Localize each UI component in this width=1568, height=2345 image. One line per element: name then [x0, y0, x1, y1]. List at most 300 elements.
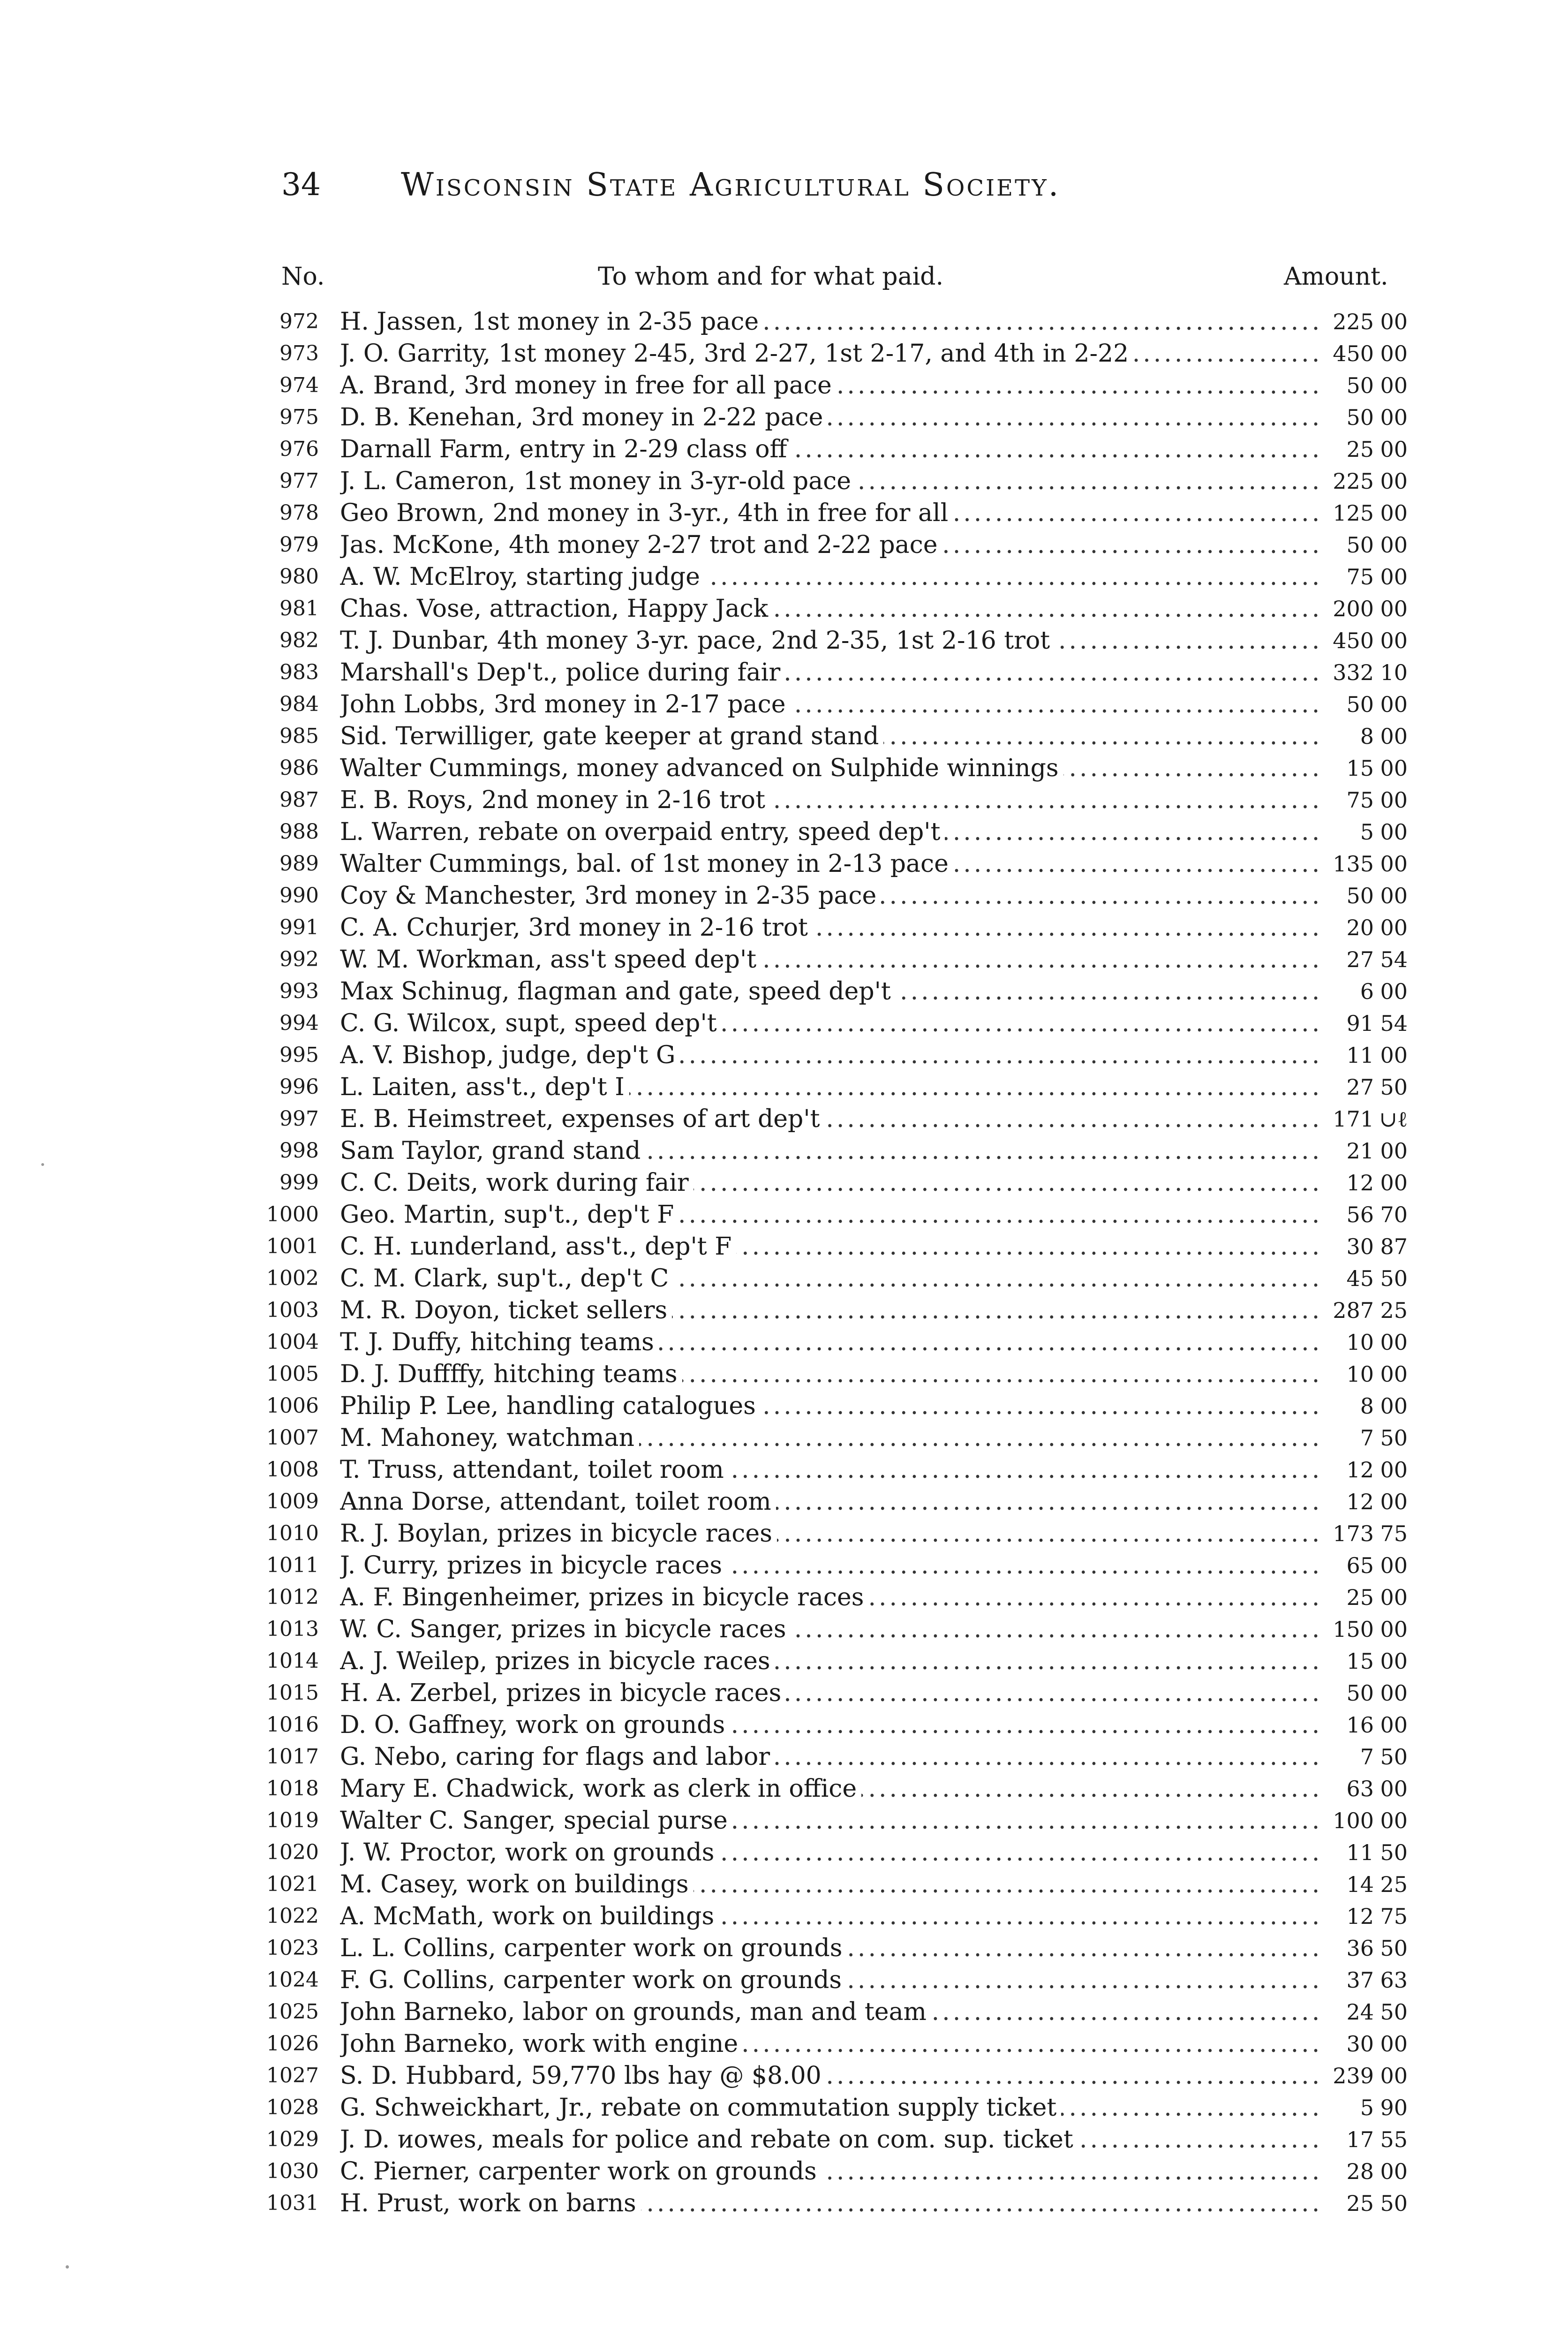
amount-dollars: 63 [1346, 1776, 1374, 1801]
amount-dollars: 171 [1333, 1106, 1374, 1132]
entry-amount [1315, 752, 1411, 784]
entry-description: J. Curry, prizes in bicycle races ..... [340, 1550, 1325, 1581]
entry-number: 998 [279, 1139, 319, 1163]
amount-cents: 00 [1380, 1649, 1408, 1674]
table-row [253, 306, 1411, 338]
amount-dollars: 25 [1346, 437, 1374, 462]
entry-description: Geo. Martin, sup't., dep't F ..... [340, 1199, 1325, 1231]
amount-cents: 00 [1380, 1393, 1408, 1419]
entry-number: 973 [279, 341, 319, 365]
entry-amount [1315, 1900, 1411, 1932]
table-row [253, 2060, 1411, 2092]
entry-number: 974 [279, 373, 319, 397]
amount-dollars: 27 [1346, 947, 1374, 972]
amount-cents: 00 [1380, 469, 1408, 494]
entry-description: C. M. Clark, sup't., dep't C ..... [340, 1263, 1325, 1294]
entry-number: 989 [279, 852, 319, 876]
table-row [253, 1294, 1411, 1326]
amount-cents: 00 [1380, 883, 1408, 908]
entry-amount [1315, 1868, 1411, 1900]
table-row [253, 848, 1411, 880]
table-row [253, 1358, 1411, 1390]
entry-description: M. Casey, work on buildings ..... [340, 1868, 1325, 1900]
amount-dollars: 28 [1346, 2159, 1374, 2184]
amount-cents: 00 [1380, 787, 1408, 813]
table-row [253, 338, 1411, 370]
amount-cents: 00 [1380, 1043, 1408, 1068]
entry-number: 1016 [266, 1713, 319, 1737]
entry-description: Geo Brown, 2nd money in 3-yr., 4th in free for all ..... [340, 497, 1325, 529]
entry-description: J. W. Proctor, work on grounds ..... [340, 1837, 1325, 1868]
column-header-no: No. [281, 263, 325, 291]
entry-amount [1315, 1805, 1411, 1837]
entry-amount [1315, 625, 1411, 657]
amount-dollars: 30 [1346, 1234, 1374, 1259]
amount-dollars: 15 [1346, 1649, 1374, 1674]
amount-dollars: 50 [1346, 373, 1374, 398]
amount-cents: 00 [1380, 756, 1408, 781]
amount-cents: 90 [1380, 2095, 1408, 2120]
amount-dollars: 16 [1346, 1712, 1374, 1738]
entry-amount [1315, 370, 1411, 401]
entry-description: J. O. Garrity, 1st money 2-45, 3rd 2-27, 1st 2-17, and 4th in 2-22 ..... [340, 338, 1325, 370]
payment-list [253, 306, 1411, 2219]
entry-amount [1315, 1071, 1411, 1103]
table-row [253, 1263, 1411, 1294]
entry-amount [1315, 720, 1411, 752]
entry-amount [1315, 1613, 1411, 1645]
entry-amount [1315, 1741, 1411, 1773]
entry-description: Mary E. Chadwick, work as clerk in office ..... [340, 1773, 1325, 1805]
amount-cents: 00 [1380, 819, 1408, 845]
amount-cents: 25 [1380, 1298, 1408, 1323]
entry-description: A. W. McElroy, starting judge ..... [340, 561, 1325, 593]
entry-description: Anna Dorse, attendant, toilet room ..... [340, 1486, 1325, 1518]
amount-dollars: 332 [1333, 660, 1374, 685]
entry-description: G. Schweickhart, Jr., rebate on commutation supply ticket ..... [340, 2092, 1325, 2124]
entry-description: Chas. Vose, attraction, Happy Jack ..... [340, 593, 1325, 625]
amount-dollars: 7 [1360, 1425, 1374, 1451]
amount-cents: 00 [1380, 851, 1408, 877]
column-header-description: To whom and for what paid. [598, 263, 944, 291]
entry-amount [1315, 1039, 1411, 1071]
table-row [253, 1709, 1411, 1741]
entry-description: F. G. Collins, carpenter work on grounds ..... [340, 1964, 1325, 1996]
amount-cents: 00 [1380, 564, 1408, 590]
entry-number: 1015 [266, 1681, 319, 1705]
table-row [253, 2156, 1411, 2187]
entry-number: 1021 [266, 1872, 319, 1896]
entry-amount [1315, 848, 1411, 880]
amount-dollars: 20 [1346, 915, 1374, 940]
amount-cents: 00 [1380, 437, 1408, 462]
entry-description: T. J. Duffy, hitching teams ..... [340, 1326, 1325, 1358]
entry-description: Darnall Farm, entry in 2-29 class off ..... [340, 433, 1325, 465]
amount-dollars: 125 [1333, 500, 1374, 526]
amount-cents: 50 [1380, 1840, 1408, 1865]
entry-amount [1315, 1199, 1411, 1231]
page-header [281, 166, 1407, 223]
entry-number: 1024 [266, 1968, 319, 1992]
entry-amount [1315, 1103, 1411, 1135]
entry-description: J. D. ᴎowes, meals for police and rebate on com. sup. ticket ..... [340, 2124, 1325, 2156]
table-row [253, 2187, 1411, 2219]
amount-dollars: 5 [1360, 819, 1374, 845]
entry-amount [1315, 1007, 1411, 1039]
amount-dollars: 6 [1360, 979, 1374, 1004]
entry-amount [1315, 1550, 1411, 1581]
amount-cents: 00 [1380, 2159, 1408, 2184]
entry-amount [1315, 1518, 1411, 1550]
table-row [253, 497, 1411, 529]
amount-cents: 75 [1380, 1904, 1408, 1929]
entry-description: Walter Cummings, money advanced on Sulphide winnings ..... [340, 752, 1325, 784]
amount-dollars: 173 [1333, 1521, 1374, 1546]
entry-amount [1315, 401, 1411, 433]
entry-amount [1315, 1709, 1411, 1741]
amount-dollars: 135 [1333, 851, 1374, 877]
entry-amount [1315, 1932, 1411, 1964]
amount-dollars: 27 [1346, 1074, 1374, 1100]
amount-dollars: 56 [1346, 1202, 1374, 1227]
table-row [253, 561, 1411, 593]
table-row [253, 1390, 1411, 1422]
amount-cents: 00 [1380, 1457, 1408, 1483]
entry-description: Sid. Terwilliger, gate keeper at grand stand ..... [340, 720, 1325, 752]
entry-number: 1007 [266, 1426, 319, 1450]
entry-description: L. Laiten, ass't., dep't I ..... [340, 1071, 1325, 1103]
amount-dollars: 12 [1346, 1904, 1374, 1929]
amount-cents: 00 [1380, 1170, 1408, 1195]
table-row [253, 1167, 1411, 1199]
entry-description: Walter C. Sanger, special purse ..... [340, 1805, 1325, 1837]
amount-dollars: 21 [1346, 1138, 1374, 1164]
entry-number: 1002 [266, 1266, 319, 1290]
entry-number: 978 [279, 501, 319, 525]
table-row [253, 688, 1411, 720]
entry-number: 1019 [266, 1808, 319, 1832]
entry-description: T. J. Dunbar, 4th money 3-yr. pace, 2nd 2-35, 1st 2-16 trot ..... [340, 625, 1325, 657]
amount-dollars: 11 [1346, 1840, 1374, 1865]
entry-number: 1026 [266, 2032, 319, 2056]
entry-amount [1315, 1294, 1411, 1326]
amount-cents: 00 [1380, 532, 1408, 558]
entry-amount [1315, 561, 1411, 593]
entry-number: 1018 [266, 1777, 319, 1800]
amount-cents: 00 [1380, 1680, 1408, 1706]
entry-number: 1006 [266, 1394, 319, 1418]
entry-amount [1315, 1454, 1411, 1486]
table-row [253, 1932, 1411, 1964]
entry-amount [1315, 976, 1411, 1007]
amount-cents: 25 [1380, 1872, 1408, 1897]
entry-number: 1029 [266, 2127, 319, 2151]
entry-amount [1315, 1581, 1411, 1613]
table-row [253, 1486, 1411, 1518]
amount-cents: 50 [1380, 2191, 1408, 2216]
entry-amount [1315, 1390, 1411, 1422]
entry-number: 1005 [266, 1362, 319, 1386]
amount-dollars: 75 [1346, 787, 1374, 813]
entry-number: 1010 [266, 1521, 319, 1545]
table-row [253, 2092, 1411, 2124]
entry-description: J. L. Cameron, 1st money in 3-yr-old pace ..... [340, 465, 1325, 497]
amount-cents: 50 [1380, 1936, 1408, 1961]
entry-number: 996 [279, 1075, 319, 1099]
amount-cents: 00 [1380, 309, 1408, 334]
entry-description: C. A. Cchurjer, 3rd money in 2-16 trot ..... [340, 912, 1325, 944]
entry-number: 976 [279, 437, 319, 461]
amount-dollars: 14 [1346, 1872, 1374, 1897]
entry-number: 979 [279, 533, 319, 557]
table-row [253, 1900, 1411, 1932]
entry-amount [1315, 2124, 1411, 2156]
amount-cents: 55 [1380, 2127, 1408, 2152]
table-row [253, 720, 1411, 752]
entry-number: 1000 [266, 1203, 319, 1226]
table-row [253, 976, 1411, 1007]
amount-dollars: 45 [1346, 1266, 1374, 1291]
entry-number: 1017 [266, 1745, 319, 1769]
entry-number: 1028 [266, 2095, 319, 2119]
running-title: Wisconsin State Agricultural Society. [401, 166, 1061, 204]
entry-number: 992 [279, 947, 319, 971]
amount-dollars: 30 [1346, 2031, 1374, 2057]
amount-dollars: 8 [1360, 724, 1374, 749]
entry-description: A. V. Bishop, judge, dep't G ..... [340, 1039, 1325, 1071]
table-row [253, 529, 1411, 561]
table-row [253, 1996, 1411, 2028]
entry-description: H. A. Zerbel, prizes in bicycle races ..... [340, 1677, 1325, 1709]
entry-number: 994 [279, 1011, 319, 1035]
amount-cents: 75 [1380, 1521, 1408, 1546]
amount-dollars: 25 [1346, 1585, 1374, 1610]
amount-cents: 00 [1380, 1138, 1408, 1164]
entry-number: 977 [279, 469, 319, 493]
entry-amount [1315, 1773, 1411, 1805]
amount-cents: 10 [1380, 660, 1408, 685]
entry-description: H. Prust, work on barns ..... [340, 2187, 1325, 2219]
entry-number: 995 [279, 1043, 319, 1067]
amount-cents: ∪ℓ [1379, 1106, 1408, 1132]
table-row [253, 1103, 1411, 1135]
entry-amount [1315, 2187, 1411, 2219]
entry-description: W. M. Workman, ass't speed dep't ..... [340, 944, 1325, 976]
amount-cents: 50 [1380, 1425, 1408, 1451]
entry-amount [1315, 816, 1411, 848]
amount-cents: 00 [1380, 373, 1408, 398]
entry-description: L. Warren, rebate on overpaid entry, speed dep't ..... [340, 816, 1325, 848]
entry-description: T. Truss, attendant, toilet room ..... [340, 1454, 1325, 1486]
entry-amount [1315, 1996, 1411, 2028]
entry-description: H. Jassen, 1st money in 2-35 pace ..... [340, 306, 1325, 338]
entry-amount [1315, 2028, 1411, 2060]
entry-number: 975 [279, 405, 319, 429]
table-row [253, 1071, 1411, 1103]
table-row [253, 944, 1411, 976]
amount-dollars: 17 [1346, 2127, 1374, 2152]
amount-cents: 87 [1380, 1234, 1408, 1259]
table-row [253, 1581, 1411, 1613]
table-row [253, 1039, 1411, 1071]
amount-cents: 00 [1380, 1808, 1408, 1833]
entry-amount [1315, 2060, 1411, 2092]
entry-description: John Lobbs, 3rd money in 2-17 pace ..... [340, 688, 1325, 720]
amount-cents: 50 [1380, 1266, 1408, 1291]
entry-amount [1315, 657, 1411, 688]
amount-cents: 00 [1380, 628, 1408, 653]
entry-number: 1030 [266, 2159, 319, 2183]
entry-description: S. D. Hubbard, 59,770 lbs hay @ $8.00 ..... [340, 2060, 1325, 2092]
entry-description: John Barneko, labor on grounds, man and team ..... [340, 1996, 1325, 2028]
entry-amount [1315, 1486, 1411, 1518]
table-row [253, 784, 1411, 816]
entry-amount [1315, 688, 1411, 720]
entry-amount [1315, 784, 1411, 816]
amount-cents: 00 [1380, 2063, 1408, 2088]
entry-number: 1011 [266, 1553, 319, 1577]
amount-dollars: 287 [1333, 1298, 1374, 1323]
amount-cents: 00 [1380, 596, 1408, 621]
amount-dollars: 75 [1346, 564, 1374, 590]
entry-amount [1315, 497, 1411, 529]
table-row [253, 1326, 1411, 1358]
entry-amount [1315, 433, 1411, 465]
amount-cents: 00 [1380, 979, 1408, 1004]
entry-number: 1020 [266, 1840, 319, 1864]
entry-description: Sam Taylor, grand stand ..... [340, 1135, 1325, 1167]
table-row [253, 752, 1411, 784]
entry-description: Walter Cummings, bal. of 1st money in 2-13 pace ..... [340, 848, 1325, 880]
table-row [253, 1454, 1411, 1486]
entry-amount [1315, 2156, 1411, 2187]
table-row [253, 370, 1411, 401]
entry-description: Marshall's Dep't., police during fair ..... [340, 657, 1325, 688]
entry-description: M. Mahoney, watchman ..... [340, 1422, 1325, 1454]
entry-amount [1315, 880, 1411, 912]
table-row [253, 1518, 1411, 1550]
amount-dollars: 239 [1333, 2063, 1374, 2088]
entry-number: 987 [279, 788, 319, 812]
amount-dollars: 50 [1346, 692, 1374, 717]
amount-cents: 50 [1380, 1744, 1408, 1770]
amount-cents: 70 [1380, 1202, 1408, 1227]
entry-number: 1023 [266, 1936, 319, 1960]
table-row [253, 2028, 1411, 2060]
entry-description: Philip P. Lee, handling catalogues ..... [340, 1390, 1325, 1422]
entry-description: C. Pierner, carpenter work on grounds ..... [340, 2156, 1325, 2187]
table-row [253, 880, 1411, 912]
entry-number: 1031 [266, 2191, 319, 2215]
scan-speck [66, 2265, 69, 2269]
amount-cents: 00 [1380, 341, 1408, 366]
amount-dollars: 50 [1346, 883, 1374, 908]
table-row [253, 2124, 1411, 2156]
entry-description: Jas. McKone, 4th money 2-27 trot and 2-22 pace ..... [340, 529, 1325, 561]
amount-dollars: 12 [1346, 1457, 1374, 1483]
amount-dollars: 200 [1333, 596, 1374, 621]
amount-dollars: 150 [1333, 1617, 1374, 1642]
table-row [253, 1199, 1411, 1231]
entry-description: A. F. Bingenheimer, prizes in bicycle races ..... [340, 1581, 1325, 1613]
table-row [253, 625, 1411, 657]
amount-cents: 00 [1380, 1330, 1408, 1355]
entry-number: 1001 [266, 1234, 319, 1258]
table-row [253, 401, 1411, 433]
table-row [253, 1868, 1411, 1900]
table-row [253, 593, 1411, 625]
amount-dollars: 8 [1360, 1393, 1374, 1419]
entry-amount [1315, 1135, 1411, 1167]
amount-cents: 00 [1380, 692, 1408, 717]
entry-description: Max Schinug, flagman and gate, speed dep't ..... [340, 976, 1325, 1007]
entry-number: 1013 [266, 1617, 319, 1641]
entry-amount [1315, 1326, 1411, 1358]
entry-number: 983 [279, 660, 319, 684]
amount-cents: 00 [1380, 1553, 1408, 1578]
entry-amount [1315, 1167, 1411, 1199]
amount-dollars: 25 [1346, 2191, 1374, 2216]
entry-description: A. J. Weilep, prizes in bicycle races ..... [340, 1645, 1325, 1677]
table-row [253, 1773, 1411, 1805]
amount-dollars: 10 [1346, 1330, 1374, 1355]
amount-dollars: 100 [1333, 1808, 1374, 1833]
amount-dollars: 225 [1333, 469, 1374, 494]
entry-description: M. R. Doyon, ticket sellers ..... [340, 1294, 1325, 1326]
entry-description: G. Nebo, caring for flags and labor ..... [340, 1741, 1325, 1773]
table-row [253, 657, 1411, 688]
column-header-amount: Amount. [1284, 263, 1388, 291]
entry-description: C. C. Deits, work during fair ..... [340, 1167, 1325, 1199]
entry-description: E. B. Roys, 2nd money in 2-16 trot ..... [340, 784, 1325, 816]
entry-number: 986 [279, 756, 319, 780]
entry-number: 984 [279, 692, 319, 716]
entry-number: 1008 [266, 1458, 319, 1482]
entry-amount [1315, 944, 1411, 976]
amount-cents: 00 [1380, 1489, 1408, 1514]
entry-number: 993 [279, 979, 319, 1003]
amount-dollars: 24 [1346, 1999, 1374, 2025]
entry-amount [1315, 593, 1411, 625]
amount-cents: 00 [1380, 1585, 1408, 1610]
amount-dollars: 10 [1346, 1362, 1374, 1387]
entry-amount [1315, 529, 1411, 561]
entry-description: A. McMath, work on buildings ..... [340, 1900, 1325, 1932]
table-row [253, 1613, 1411, 1645]
entry-number: 1009 [266, 1490, 319, 1513]
entry-number: 991 [279, 915, 319, 939]
amount-cents: 00 [1380, 915, 1408, 940]
entry-number: 1004 [266, 1330, 319, 1354]
entry-amount [1315, 338, 1411, 370]
amount-dollars: 450 [1333, 628, 1374, 653]
amount-dollars: 50 [1346, 532, 1374, 558]
amount-cents: 63 [1380, 1967, 1408, 1993]
table-row [253, 1964, 1411, 1996]
amount-cents: 54 [1380, 1011, 1408, 1036]
table-row [253, 1550, 1411, 1581]
entry-description: D. J. Duffffy, hitching teams ..... [340, 1358, 1325, 1390]
table-row [253, 465, 1411, 497]
entry-description: Coy & Manchester, 3rd money in 2-35 pace ..... [340, 880, 1325, 912]
amount-dollars: 11 [1346, 1043, 1374, 1068]
table-row [253, 1422, 1411, 1454]
entry-number: 1022 [266, 1904, 319, 1928]
entry-amount [1315, 1645, 1411, 1677]
amount-dollars: 91 [1346, 1011, 1374, 1036]
amount-cents: 00 [1380, 1776, 1408, 1801]
entry-amount [1315, 1677, 1411, 1709]
